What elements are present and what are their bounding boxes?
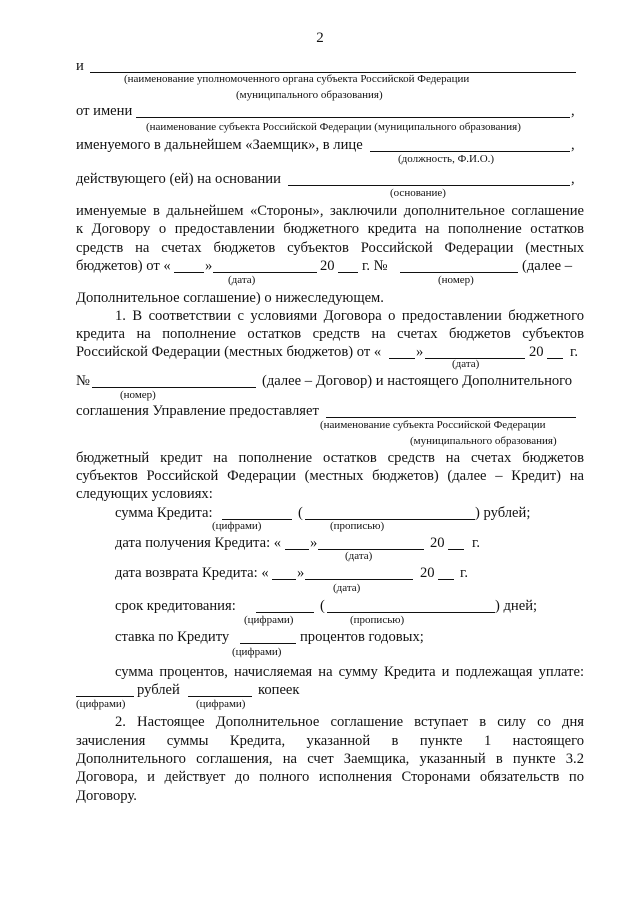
credit-term-label: срок кредитования: — [115, 598, 236, 614]
year-prefix: 20 — [529, 344, 544, 360]
year-prefix: 20 — [420, 565, 435, 581]
comma: , — [571, 137, 575, 153]
paragraph-text: Дополнительного соглашения, на счет Заемщика, указанный в пункте 3.2 — [76, 751, 584, 767]
blank-day[interactable] — [272, 579, 296, 580]
borrower-label: именуемого в дальнейшем «Заемщик», в лице — [76, 137, 363, 153]
paragraph-text: следующих условиях: — [76, 486, 213, 502]
blank-position-name[interactable] — [370, 151, 570, 152]
blank-year[interactable] — [547, 358, 563, 359]
caption-position-name: (должность, Ф.И.О.) — [398, 153, 495, 165]
caption-words: (прописью) — [330, 520, 385, 532]
paragraph-text: 2. Настоящее Дополнительное соглашение вступает в силу со дня — [115, 714, 584, 730]
caption-municipal: (муниципального образования) — [236, 89, 383, 101]
paragraph-text: средств на счетах бюджетов субъектов Российской Федерации (местных — [76, 240, 584, 256]
quote-close: » — [416, 344, 424, 360]
blank-year[interactable] — [438, 579, 454, 580]
blank-term-words[interactable] — [327, 612, 495, 613]
blank-year[interactable] — [338, 272, 358, 273]
blank-kopecks[interactable] — [188, 696, 252, 697]
caption-digits: (цифрами) — [76, 698, 126, 710]
caption-authorized-body: (наименование уполномоченного органа субъекта Российской Федерации — [124, 73, 470, 85]
blank-term-digits[interactable] — [256, 612, 314, 613]
paragraph-text: 1. В соответствии с условиями Договора о предоставлении бюджетного — [115, 308, 584, 324]
quote-close: » — [297, 565, 305, 581]
caption-date: (дата) — [333, 582, 361, 594]
page-number: 2 — [316, 30, 324, 46]
caption-number: (номер) — [438, 274, 474, 286]
caption-number: (номер) — [120, 389, 156, 401]
comma: , — [571, 103, 575, 119]
blank-month[interactable] — [213, 272, 317, 273]
blank-day[interactable] — [389, 358, 415, 359]
blank-subject-name[interactable] — [136, 117, 570, 118]
blank-rate[interactable] — [240, 643, 296, 644]
blank-contract-number[interactable] — [92, 387, 256, 388]
blank-basis[interactable] — [288, 185, 570, 186]
conjunction-and: и — [76, 58, 84, 74]
paragraph-text: субъектов Российской Федерации (местных бюджетов) (далее – Кредит) на — [76, 468, 584, 484]
blank-day[interactable] — [285, 549, 309, 550]
paragraph-text: Договору. — [76, 788, 137, 804]
blank-day[interactable] — [174, 272, 204, 273]
comma: , — [571, 171, 575, 187]
quote-close: » — [310, 535, 318, 551]
on-behalf-label: от имени — [76, 103, 133, 119]
receipt-date-label: дата получения Кредита: « — [115, 535, 282, 551]
paragraph-text: Дополнительное соглашение) о нижеследующем. — [76, 290, 384, 306]
paragraph-text: бюджетов) от « — [76, 258, 171, 274]
paragraph-text: соглашения Управление предоставляет — [76, 403, 319, 419]
caption-digits: (цифрами) — [232, 646, 282, 658]
rubles-label: ) рублей; — [475, 505, 531, 521]
paragraph-text: зачисления суммы Кредита, указанной в пункте 1 настоящего — [76, 733, 584, 749]
blank-month[interactable] — [305, 579, 413, 580]
caption-subject-name: (наименование субъекта Российской Федерации — [320, 419, 546, 431]
paragraph-text: бюджетный кредит на пополнение остатков средств на счетах бюджетов — [76, 450, 584, 466]
caption-municipal: (муниципального образования) — [410, 435, 557, 447]
interest-rate-label: ставка по Кредиту — [115, 629, 230, 645]
paragraph-text: кредита на пополнение остатков средств на счетах бюджетов субъектов — [76, 326, 584, 342]
paragraph-text: к Договору о предоставлении бюджетного кредита на пополнение остатков — [76, 221, 584, 237]
blank-rubles[interactable] — [76, 696, 134, 697]
days-label: ) дней; — [495, 598, 538, 614]
kopecks-label: копеек — [258, 682, 300, 698]
number-sign: № — [76, 373, 90, 389]
year-suffix: г. — [460, 565, 468, 581]
number-label: г. № — [362, 258, 388, 274]
paragraph-text: Договора, и действует до полного исполнения Сторонами обязательств по — [76, 769, 584, 785]
paragraph-text: (далее – Договор) и настоящего Дополнительного — [262, 373, 573, 389]
caption-digits: (цифрами) — [212, 520, 262, 532]
caption-subject-name: (наименование субъекта Российской Федерации (муниципального образования) — [146, 121, 521, 133]
year-suffix: г. — [570, 344, 578, 360]
return-date-label: дата возврата Кредита: « — [115, 565, 269, 581]
blank-contract-number[interactable] — [400, 272, 518, 273]
caption-digits: (цифрами) — [196, 698, 246, 710]
quote-close: » — [205, 258, 213, 274]
paren-open: ( — [320, 598, 325, 614]
acting-basis-label: действующего (ей) на основании — [76, 171, 281, 187]
caption-date: (дата) — [228, 274, 256, 286]
paragraph-text: (далее – — [522, 258, 573, 274]
paragraph-text: именуемые в дальнейшем «Стороны», заключили дополнительное соглашение — [76, 203, 584, 219]
rubles-label: рублей — [137, 682, 180, 698]
year-suffix: г. — [472, 535, 480, 551]
caption-date: (дата) — [452, 358, 480, 370]
paragraph-text: сумма процентов, начисляемая на сумму Кредита и подлежащая уплате: — [115, 664, 584, 680]
percent-per-year-label: процентов годовых; — [300, 629, 424, 645]
year-prefix: 20 — [320, 258, 335, 274]
caption-basis: (основание) — [390, 187, 446, 199]
blank-subject-name[interactable] — [326, 417, 576, 418]
caption-words: (прописью) — [350, 614, 405, 626]
caption-date: (дата) — [345, 550, 373, 562]
paren-open: ( — [298, 505, 303, 521]
paragraph-text: Российской Федерации (местных бюджетов) от « — [76, 344, 382, 360]
caption-digits: (цифрами) — [244, 614, 294, 626]
year-prefix: 20 — [430, 535, 445, 551]
credit-amount-label: сумма Кредита: — [115, 505, 213, 521]
blank-year[interactable] — [448, 549, 464, 550]
